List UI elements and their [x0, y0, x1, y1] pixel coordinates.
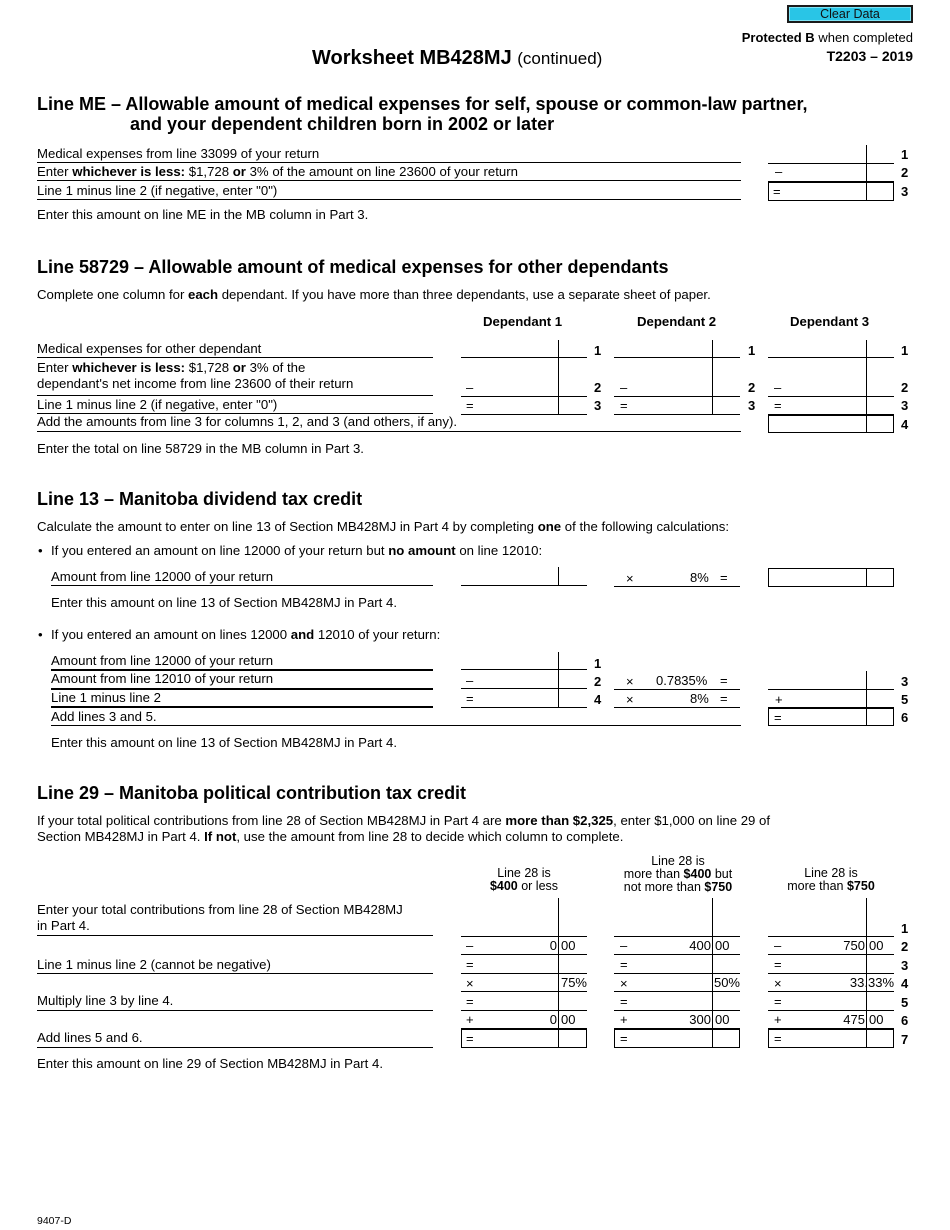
case2-row3-label: Line 1 minus line 2	[51, 690, 161, 705]
dep2-field-3[interactable]	[614, 414, 740, 415]
line-number: 1	[901, 343, 909, 358]
line-number: 2	[901, 165, 909, 180]
cents-divider	[866, 708, 867, 726]
line-me-field-3[interactable]	[768, 182, 894, 201]
times-sign: ×	[774, 976, 782, 991]
dep3-field-2[interactable]	[768, 396, 894, 397]
case1-note: Enter this amount on line 13 of Section MB428MJ in Part 4.	[51, 595, 397, 610]
pc1-field-1[interactable]	[461, 936, 587, 937]
divider	[37, 413, 433, 414]
pc3-sub-cents: 00	[869, 938, 884, 953]
protected-label: Protected B when completed	[741, 30, 913, 45]
pc3-field-2	[768, 954, 894, 955]
dep-row2-label-cont: dependant's net income from line 23600 of their return	[37, 376, 354, 391]
pc3-field-1[interactable]	[768, 936, 894, 937]
line-29-heading: Line 29 – Manitoba political contribution tax credit	[37, 783, 467, 803]
line-29-intro-cont: Section MB428MJ in Part 4. If not, use the amount from line 28 to decide which column to complete.	[37, 829, 624, 844]
divider	[51, 688, 433, 690]
case2-note: Enter this amount on line 13 of Section MB428MJ in Part 4.	[51, 735, 397, 750]
pc3-field-7[interactable]	[768, 1029, 894, 1048]
line-me-row1-label: Medical expenses from line 33099 of your return	[37, 146, 320, 161]
equals-sign: =	[774, 957, 782, 972]
line-me-field-1[interactable]	[768, 163, 894, 164]
dep1-field-1[interactable]	[461, 357, 587, 358]
dep2-field-2[interactable]	[614, 396, 740, 397]
equals-sign: =	[774, 994, 782, 1009]
pc-row1-label: Enter your total contributions from line 28 of Section MB428MJ	[37, 902, 403, 917]
times-sign: ×	[626, 571, 634, 586]
case2-field-4[interactable]	[461, 707, 587, 708]
pc1-field-2	[461, 954, 587, 955]
line-number: 3	[594, 398, 602, 413]
form-code: T2203 – 2019	[826, 48, 913, 64]
plus-sign: +	[466, 1012, 474, 1027]
line-number: 2	[748, 380, 756, 395]
equals-sign: =	[466, 691, 474, 706]
divider	[51, 669, 433, 671]
equals-sign: =	[720, 673, 728, 688]
times-sign: ×	[620, 976, 628, 991]
pc2-add-cents: 00	[715, 1012, 730, 1027]
line-number: 7	[901, 1032, 909, 1047]
cents-divider	[866, 1029, 867, 1048]
line-me-note: Enter this amount on line ME in the MB column in Part 3.	[37, 207, 369, 222]
line-me-heading: Line ME – Allowable amount of medical expenses for self, spouse or common-law partner,	[37, 94, 808, 114]
cents-divider	[866, 145, 867, 182]
dep1-field-2[interactable]	[461, 396, 587, 397]
line-13-intro: Calculate the amount to enter on line 13 of Section MB428MJ in Part 4 by completing one of the following calculations:	[37, 519, 730, 534]
minus-sign: –	[774, 380, 782, 395]
pc3-field-5[interactable]	[768, 1010, 894, 1011]
pc2-field-4	[614, 991, 740, 992]
pc1-sub-dollars: 0	[549, 938, 557, 953]
form-footer-code: 9407-D	[37, 1215, 72, 1227]
minus-sign: –	[466, 673, 474, 688]
cents-divider	[866, 568, 867, 587]
pc2-field-5[interactable]	[614, 1010, 740, 1011]
line-number: 2	[901, 380, 909, 395]
pc2-rate: 50%	[713, 975, 740, 990]
equals-sign: =	[466, 994, 474, 1009]
equals-sign: =	[466, 398, 474, 413]
line-58729-note: Enter the total on line 58729 in the MB column in Part 3.	[37, 441, 364, 456]
pc1-rate: 75%	[560, 975, 587, 990]
line-number: 1	[901, 147, 909, 162]
line-number: 3	[748, 398, 756, 413]
line-number: 3	[901, 958, 909, 973]
divider	[37, 357, 433, 358]
pc3-sub-dollars: 750	[843, 938, 865, 953]
divider	[37, 935, 433, 936]
cents-divider	[558, 340, 559, 415]
pc1-add-cents: 00	[561, 1012, 576, 1027]
pc1-sub-cents: 00	[561, 938, 576, 953]
cents-divider	[558, 1029, 559, 1048]
divider	[37, 431, 741, 432]
equals-sign: =	[466, 957, 474, 972]
pc3-add-cents: 00	[869, 1012, 884, 1027]
pc1-field-3[interactable]	[461, 973, 587, 974]
divider	[37, 973, 433, 974]
line-number: 4	[901, 976, 909, 991]
line-number: 3	[901, 398, 909, 413]
divider	[51, 585, 433, 586]
cents-divider	[866, 340, 867, 415]
pc1-field-7[interactable]	[461, 1029, 587, 1048]
minus-sign: –	[620, 938, 628, 953]
case1-result-field[interactable]	[768, 568, 894, 587]
line-number: 6	[901, 1013, 909, 1028]
dep3-field-1[interactable]	[768, 357, 894, 358]
case2-field-6[interactable]	[768, 708, 894, 726]
cents-divider	[558, 652, 559, 708]
page-title: Worksheet MB428MJ (continued)	[312, 47, 603, 69]
equals-sign: =	[773, 184, 781, 199]
pc3-add-dollars: 475	[843, 1012, 865, 1027]
line-58729-heading: Line 58729 – Allowable amount of medical expenses for other dependants	[37, 257, 669, 277]
dep-row1-label: Medical expenses for other dependant	[37, 341, 262, 356]
case2-field-3[interactable]	[768, 689, 894, 690]
times-sign: ×	[466, 976, 474, 991]
cents-divider	[866, 415, 867, 433]
col-header-dependant-2: Dependant 2	[637, 314, 717, 329]
line-13-case1: If you entered an amount on line 12000 of your return but no amount on line 12010:	[51, 543, 543, 558]
plus-sign: +	[775, 692, 783, 707]
divider	[37, 180, 741, 181]
pc3-field-4	[768, 991, 894, 992]
line-number: 1	[748, 343, 756, 358]
rate-8: 8%	[690, 570, 709, 585]
divider	[51, 706, 433, 708]
col-header-dependant-1: Dependant 1	[483, 314, 563, 329]
equals-sign: =	[720, 691, 728, 706]
cents-divider	[558, 567, 559, 586]
cents-divider	[866, 671, 867, 708]
dep-total-field[interactable]	[768, 415, 894, 433]
case2-row4-label: Add lines 3 and 5.	[51, 709, 157, 724]
rate-07835: 0.7835%	[656, 673, 708, 688]
equals-sign: =	[466, 1031, 474, 1046]
minus-sign: –	[466, 380, 474, 395]
divider	[37, 395, 433, 396]
minus-sign: –	[466, 938, 474, 953]
line-number: 4	[901, 417, 909, 432]
pc1-add-dollars: 0	[549, 1012, 557, 1027]
line-13-heading: Line 13 – Manitoba dividend tax credit	[37, 489, 363, 509]
line-number: 5	[901, 995, 909, 1010]
pc-row1-label-cont: in Part 4.	[37, 918, 90, 933]
minus-sign: –	[774, 938, 782, 953]
bullet: •	[38, 627, 43, 642]
case2-field-1[interactable]	[461, 669, 587, 670]
divider	[37, 1047, 433, 1048]
divider	[37, 1010, 433, 1011]
pc3-field-3[interactable]	[768, 973, 894, 974]
equals-sign: =	[620, 1031, 628, 1046]
line-number: 4	[594, 692, 602, 707]
minus-sign: –	[775, 164, 783, 179]
pc1-field-5[interactable]	[461, 1010, 587, 1011]
pc3-rate: 33.33%	[849, 975, 894, 990]
case2-row1-label: Amount from line 12000 of your return	[51, 653, 274, 668]
clear-data-button[interactable]: Clear Data	[787, 5, 913, 23]
line-number: 1	[901, 921, 909, 936]
line-number: 3	[901, 674, 909, 689]
line-me-row3-label: Line 1 minus line 2 (if negative, enter "0")	[37, 183, 278, 198]
divider	[614, 586, 740, 587]
cents-divider	[712, 340, 713, 415]
line-number: 1	[594, 656, 602, 671]
equals-sign: =	[620, 994, 628, 1009]
divider	[614, 707, 740, 708]
pc2-field-3[interactable]	[614, 973, 740, 974]
divider	[37, 162, 741, 163]
case2-field-2[interactable]	[461, 688, 587, 689]
pc2-field-1[interactable]	[614, 936, 740, 937]
divider	[37, 199, 741, 200]
case1-row-label: Amount from line 12000 of your return	[51, 569, 274, 584]
line-number: 2	[594, 380, 602, 395]
cents-divider	[866, 182, 867, 201]
col-header-more-than-750: Line 28 is more than $750	[787, 866, 875, 893]
line-number: 3	[901, 184, 909, 199]
equals-sign: =	[620, 398, 628, 413]
equals-sign: =	[774, 398, 782, 413]
line-13-case2: If you entered an amount on lines 12000 and 12010 of your return:	[51, 627, 441, 642]
pc1-field-4	[461, 991, 587, 992]
pc2-field-7[interactable]	[614, 1029, 740, 1048]
pc2-sub-cents: 00	[715, 938, 730, 953]
pc-row7-label: Add lines 5 and 6.	[37, 1030, 143, 1045]
divider	[614, 689, 740, 690]
times-sign: ×	[626, 692, 634, 707]
equals-sign: =	[620, 957, 628, 972]
case1-field[interactable]	[461, 585, 587, 586]
line-me-heading-cont: and your dependent children born in 2002 or later	[130, 114, 555, 134]
pc-row5-label: Multiply line 3 by line 4.	[37, 993, 174, 1008]
dep-row4-label: Add the amounts from line 3 for columns 1, 2, and 3 (and others, if any).	[37, 414, 458, 429]
plus-sign: +	[620, 1012, 628, 1027]
col-header-400-or-less: Line 28 is $400 or less	[489, 866, 559, 893]
equals-sign: =	[774, 710, 782, 725]
pc2-field-2	[614, 954, 740, 955]
line-58729-intro: Complete one column for each dependant. If you have more than three dependants, use a separate sheet of paper.	[37, 287, 711, 302]
pc2-add-dollars: 300	[689, 1012, 711, 1027]
line-29-intro: If your total political contributions from line 28 of Section MB428MJ in Part 4 are more than $2,325, enter $1,000 on line 29 of	[37, 813, 771, 828]
line-29-note: Enter this amount on line 29 of Section MB428MJ in Part 4.	[37, 1056, 383, 1071]
bullet: •	[38, 543, 43, 558]
rate-8: 8%	[690, 691, 709, 706]
pc-row3-label: Line 1 minus line 2 (cannot be negative)	[37, 957, 271, 972]
equals-sign: =	[720, 570, 728, 585]
cents-divider	[712, 1029, 713, 1048]
case2-row2-label: Amount from line 12010 of your return	[51, 671, 274, 686]
dep-row3-label: Line 1 minus line 2 (if negative, enter "0")	[37, 397, 278, 412]
line-number: 5	[901, 692, 909, 707]
dep2-field-1[interactable]	[614, 357, 740, 358]
line-number: 1	[594, 343, 602, 358]
minus-sign: –	[620, 380, 628, 395]
times-sign: ×	[626, 674, 634, 689]
pc2-sub-dollars: 400	[689, 938, 711, 953]
plus-sign: +	[774, 1012, 782, 1027]
col-header-400-to-750: Line 28 is more than $400 but not more than $750	[623, 854, 733, 894]
line-number: 2	[901, 939, 909, 954]
equals-sign: =	[774, 1031, 782, 1046]
line-number: 2	[594, 674, 602, 689]
dep1-field-3[interactable]	[461, 414, 587, 415]
line-number: 6	[901, 710, 909, 725]
line-me-row2-label: Enter whichever is less: $1,728 or 3% of the amount on line 23600 of your return	[37, 164, 518, 179]
col-header-dependant-3: Dependant 3	[790, 314, 870, 329]
divider	[51, 725, 741, 726]
dep-row2-label: Enter whichever is less: $1,728 or 3% of the	[37, 360, 306, 375]
